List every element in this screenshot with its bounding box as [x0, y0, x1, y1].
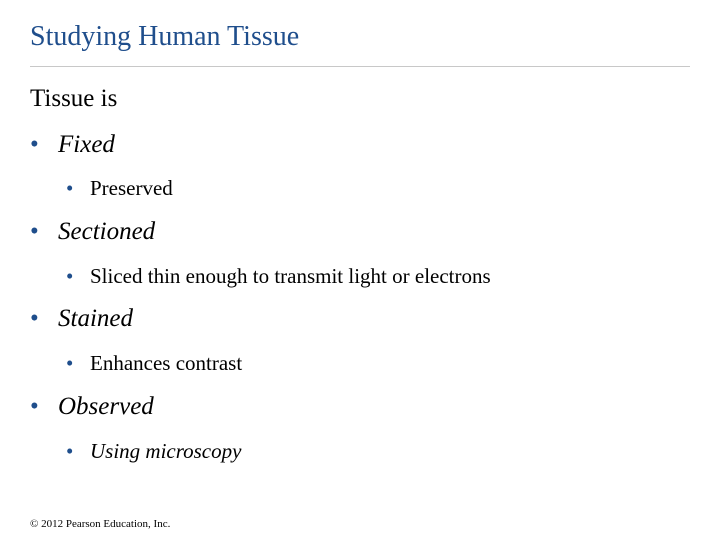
sub-bullet-label: Sliced thin enough to transmit light or electrons: [90, 264, 491, 288]
bullet-dot-icon: •: [30, 131, 39, 158]
bullet-label: Stained: [58, 305, 133, 332]
intro-text: Tissue is: [30, 85, 118, 112]
bullet-label: Observed: [58, 393, 154, 420]
sub-bullet-label: Enhances contrast: [90, 351, 243, 375]
bullet-dot-icon: •: [30, 305, 39, 332]
bullet-item-observed: [30, 393, 154, 421]
slide-title: Studying Human Tissue: [30, 21, 300, 52]
bullet-dot-icon: •: [30, 218, 39, 245]
title-divider: [30, 66, 690, 67]
copyright-footer: © 2012 Pearson Education, Inc.: [30, 518, 171, 530]
sub-bullet-item: [66, 176, 173, 201]
bullet-item-sectioned: [30, 218, 155, 246]
bullet-label: Sectioned: [58, 218, 156, 245]
sub-bullet-label: Using microscopy: [90, 439, 242, 463]
sub-bullet-label: Preserved: [90, 176, 173, 200]
bullet-dot-icon: •: [30, 393, 39, 420]
sub-bullet-item: [66, 264, 491, 289]
sub-bullet-dot-icon: •: [66, 176, 74, 200]
bullet-item-fixed: [30, 131, 115, 159]
sub-bullet-dot-icon: •: [66, 351, 74, 375]
bullet-label: Fixed: [58, 131, 115, 158]
sub-bullet-dot-icon: •: [66, 264, 74, 288]
sub-bullet-item: [66, 351, 242, 376]
sub-bullet-dot-icon: •: [66, 439, 74, 463]
bullet-item-stained: [30, 305, 133, 333]
sub-bullet-item: [66, 439, 241, 464]
